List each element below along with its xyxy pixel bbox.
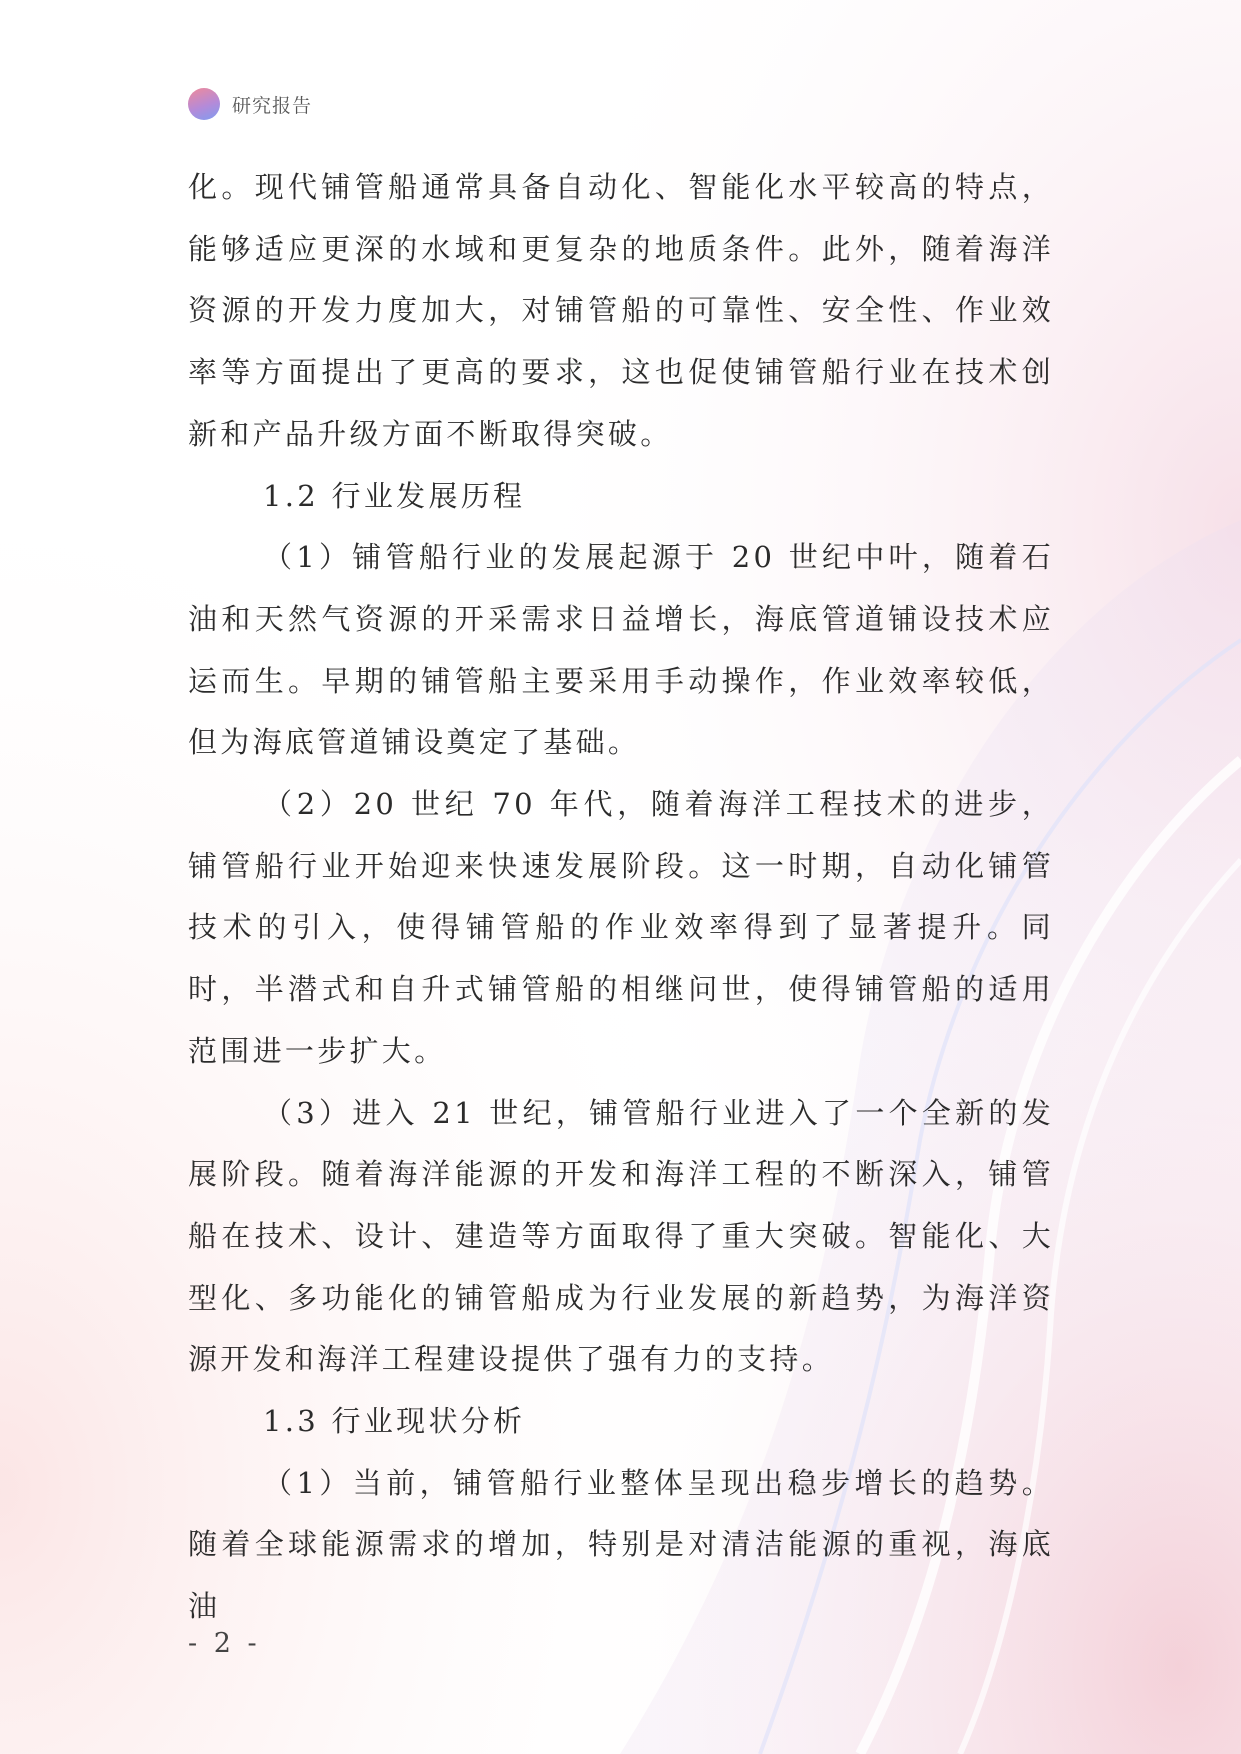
page-number: - 2 - (188, 1628, 261, 1659)
paragraph-history-2: （2）20 世纪 70 年代，随着海洋工程技术的进步，铺管船行业开始迎来快速发展阶段。这一时期，自动化铺管技术的引入，使得铺管船的作业效率得到了显著提升。同时，半潜式和自升式铺管船的相继问世，使得铺管船的适用范围进一步扩大。 (188, 787, 1054, 1068)
paragraph-history-1: （1）铺管船行业的发展起源于 20 世纪中叶，随着石油和天然气资源的开采需求日益增长，海底管道铺设技术应运而生。早期的铺管船主要采用手动操作，作业效率较低，但为海底管道铺设奠定了基础。 (188, 540, 1054, 760)
report-logo-icon (188, 88, 220, 120)
document-body (188, 157, 1054, 1638)
report-header (188, 88, 312, 120)
paragraph-status-1: （1）当前，铺管船行业整体呈现出稳步增长的趋势。随着全球能源需求的增加，特别是对清洁能源的重视，海底油 (188, 1465, 1054, 1624)
report-header-title: 研究报告 (232, 94, 313, 117)
paragraph-continuation: 化。现代铺管船通常具备自动化、智能化水平较高的特点，能够适应更深的水域和更复杂的地质条件。此外，随着海洋资源的开发力度加大，对铺管船的可靠性、安全性、作业效率等方面提出了更高的要求，这也促使铺管船行业在技术创新和产品升级方面不断取得突破。 (188, 170, 1054, 451)
section-heading-1-2: 1.2 行业发展历程 (263, 478, 526, 513)
section-heading-1-3: 1.3 行业现状分析 (263, 1404, 526, 1439)
paragraph-history-3: （3）进入 21 世纪，铺管船行业进入了一个全新的发展阶段。随着海洋能源的开发和海洋工程的不断深入，铺管船在技术、设计、建造等方面取得了重大突破。智能化、大型化、多功能化的铺管船成为行业发展的新趋势，为海洋资源开发和海洋工程建设提供了强有力的支持。 (188, 1095, 1054, 1377)
